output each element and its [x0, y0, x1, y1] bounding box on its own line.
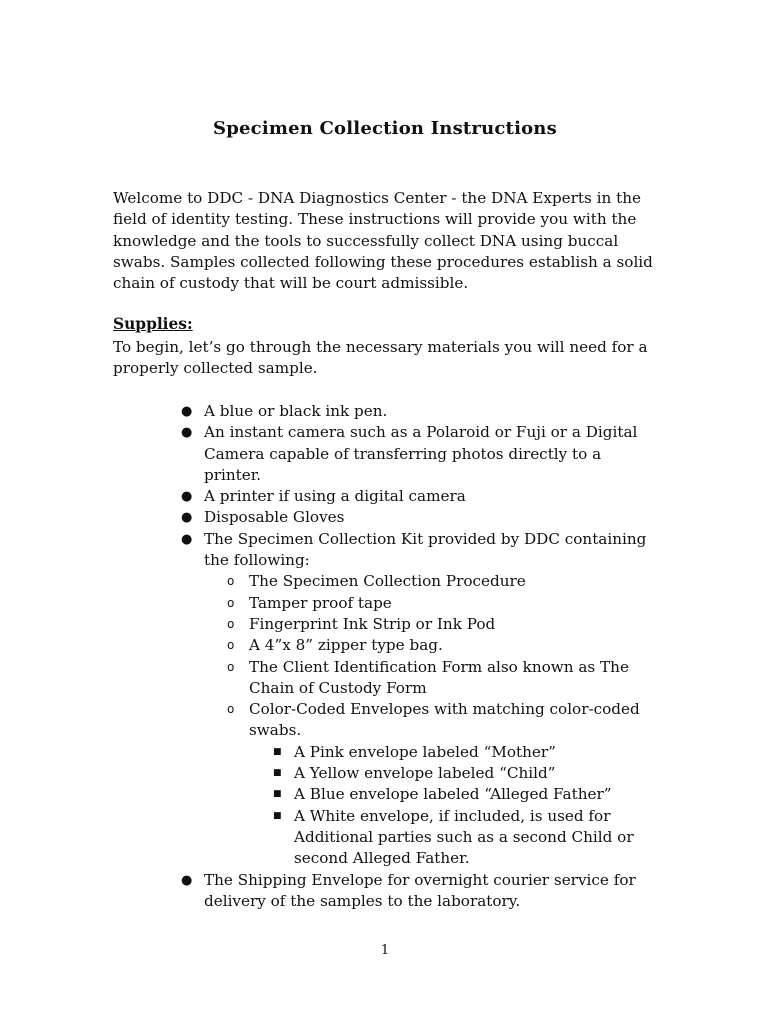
supplies-intro-paragraph: To begin, let’s go through the necessary materials you will need for a properly collected sample. — [113, 338, 648, 378]
list-item — [0, 870, 654, 913]
hollow-bullet-icon: o — [227, 702, 235, 717]
list-item-text: The Specimen Collection Procedure — [249, 572, 526, 591]
list-item-text: Fingerprint Ink Strip or Ink Pod — [249, 614, 496, 633]
list-item-text: The Specimen Collection Kit provided by DDC containing the following: — [204, 529, 647, 570]
bullet-icon: ● — [181, 404, 193, 419]
list-item-text: A White envelope, if included, is used for Additional parties such as a second Child or second Alleged Father. — [294, 806, 634, 868]
list-item-text: A blue or black ink pen. — [204, 402, 388, 420]
list-item-text: A Pink envelope labeled “Mother” — [294, 742, 556, 761]
hollow-bullet-icon: o — [227, 595, 235, 610]
list-item-text: The Shipping Envelope for overnight courier service for delivery of the samples to the laboratory. — [204, 870, 636, 910]
list-item-text: A Yellow envelope labeled “Child” — [294, 764, 556, 783]
list-item — [0, 529, 654, 572]
intro-paragraph: Welcome to DDC - DNA Diagnostics Center - the DNA Experts in the field of identity testing. These instructions will provide you with the knowledge and the tools to successfully collect DNA using buccal swabs. Samples collected following these procedures establish a solid chain of custody that will be court admissible. — [113, 189, 653, 293]
list-item — [0, 401, 654, 422]
list-item-text: An instant camera such as a Polaroid or Fuji or a Digital Camera capable of transferring photos directly to a printer. — [204, 423, 638, 484]
square-bullet-icon: ■ — [273, 810, 282, 821]
kit-list-item — [0, 657, 649, 700]
list-item-text: The Client Identification Form also known as The Chain of Custody Form — [249, 657, 629, 697]
envelope-list-item — [0, 763, 644, 784]
hollow-bullet-icon: o — [227, 574, 235, 589]
list-item-text: Tamper proof tape — [249, 593, 392, 612]
list-item-text: A printer if using a digital camera — [204, 487, 466, 506]
envelope-list-item — [0, 784, 644, 805]
square-bullet-icon: ■ — [273, 746, 282, 757]
bullet-icon: ● — [181, 510, 193, 526]
kit-list-item — [0, 593, 649, 614]
list-item — [0, 486, 654, 507]
bullet-icon: ● — [181, 489, 193, 505]
list-item-text: A Blue envelope labeled “Alleged Father” — [294, 785, 612, 804]
kit-list-item — [0, 635, 649, 656]
square-bullet-icon: ■ — [273, 789, 282, 800]
page-number: 1 — [380, 943, 390, 958]
document-title: Specimen Collection Instructions — [213, 118, 557, 139]
square-bullet-icon: ■ — [273, 768, 282, 779]
list-item — [0, 422, 654, 486]
kit-list-item — [0, 571, 649, 592]
list-item-text: Disposable Gloves — [204, 508, 345, 527]
hollow-bullet-icon: o — [227, 659, 235, 674]
envelope-list-item — [0, 742, 644, 763]
list-item — [0, 507, 654, 528]
supplies-list — [0, 401, 770, 912]
bullet-icon: ● — [181, 531, 193, 547]
hollow-bullet-icon: o — [227, 616, 235, 631]
hollow-bullet-icon: o — [227, 638, 235, 653]
envelope-list-item — [0, 806, 644, 870]
kit-list-item — [0, 614, 649, 635]
bullet-icon: ● — [181, 425, 193, 441]
kit-list-item — [0, 699, 649, 742]
list-item-text: A 4”x 8” zipper type bag. — [249, 636, 443, 655]
bullet-icon: ● — [181, 872, 193, 888]
supplies-heading: Supplies: — [113, 315, 193, 333]
list-item-text: Color-Coded Envelopes with matching color-coded swabs. — [249, 700, 640, 740]
